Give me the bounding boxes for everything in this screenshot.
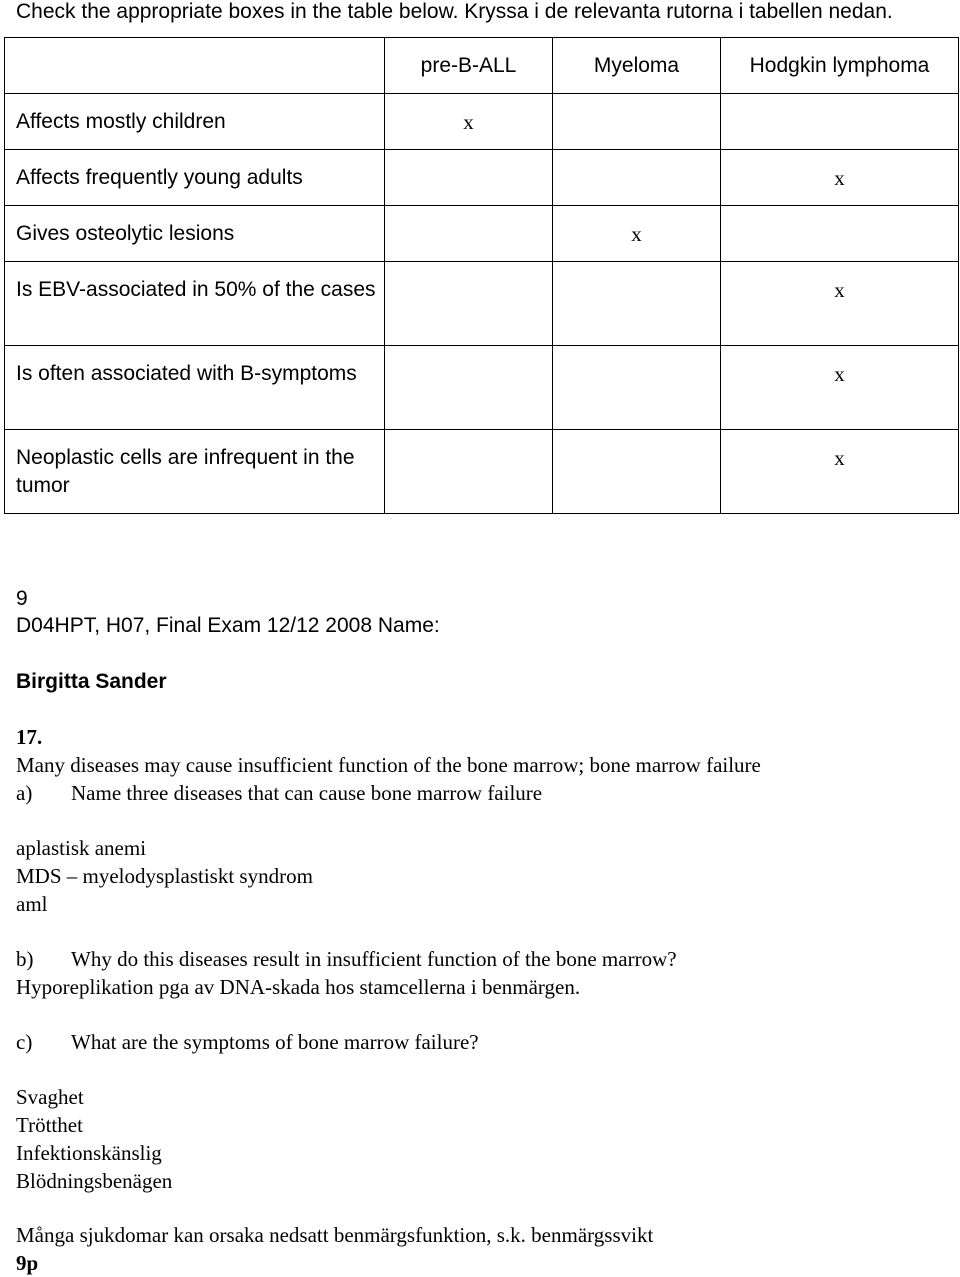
checkbox-cell[interactable] <box>553 150 721 206</box>
column-header: pre-B-ALL <box>385 38 553 94</box>
checkbox-cell[interactable]: x <box>553 206 721 262</box>
checkbox-cell[interactable] <box>385 346 553 430</box>
subquestion-tag: c) <box>16 1030 33 1054</box>
subquestion-tag: a) <box>16 781 33 805</box>
checkbox-cell[interactable] <box>553 94 721 150</box>
column-header: Hodgkin lymphoma <box>721 38 959 94</box>
checkbox-cell[interactable] <box>553 346 721 430</box>
answer-line: Infektionskänslig <box>16 1141 162 1165</box>
table-row <box>5 262 959 346</box>
question-number: 17. <box>16 725 43 749</box>
answer-line: Svaghet <box>16 1085 84 1109</box>
answer-line: aplastisk anemi <box>16 836 147 860</box>
checkbox-cell[interactable] <box>553 430 721 514</box>
checkbox-cell[interactable] <box>721 206 959 262</box>
table-header-row <box>5 38 959 94</box>
checkbox-cell[interactable] <box>385 262 553 346</box>
answer-line: aml <box>16 892 48 916</box>
checkbox-cell[interactable]: x <box>385 94 553 150</box>
answer-line: Hyporeplikation pga av DNA-skada hos stamcellerna i benmärgen. <box>16 975 581 999</box>
checkbox-cell[interactable] <box>385 430 553 514</box>
column-header: Myeloma <box>553 38 721 94</box>
checkbox-cell[interactable]: x <box>721 346 959 430</box>
row-label: Affects mostly children <box>5 94 385 150</box>
subquestion-text: Why do this diseases result in insufficient function of the bone marrow? <box>71 947 677 971</box>
table-row <box>5 94 959 150</box>
checkbox-cell[interactable]: x <box>721 430 959 514</box>
table-corner-cell <box>5 38 385 94</box>
subquestion-text: What are the symptoms of bone marrow failure? <box>71 1030 479 1054</box>
row-label: Neoplastic cells are infrequent in the tumor <box>5 430 385 514</box>
subquestion-tag: b) <box>16 947 34 971</box>
checkbox-cell[interactable]: x <box>721 262 959 346</box>
subquestion-b <box>16 945 677 973</box>
points-label: 9p <box>16 1251 39 1275</box>
table-row <box>5 430 959 514</box>
row-label: Gives osteolytic lesions <box>5 206 385 262</box>
checkbox-cell[interactable]: x <box>721 150 959 206</box>
table-row <box>5 206 959 262</box>
summary-line: Många sjukdomar kan orsaka nedsatt benmärgsfunktion, s.k. benmärgssvikt <box>16 1223 654 1247</box>
diagnosis-table <box>4 37 959 514</box>
answer-line: Blödningsbenägen <box>16 1169 173 1193</box>
subquestion-text: Name three diseases that can cause bone marrow failure <box>71 781 543 805</box>
table-row <box>5 150 959 206</box>
exam-header: D04HPT, H07, Final Exam 12/12 2008 Name: <box>16 614 440 637</box>
answer-line: Trötthet <box>16 1113 83 1137</box>
page-number: 9 <box>16 587 28 610</box>
row-label: Is often associated with B-symptoms <box>5 346 385 430</box>
answer-line: MDS – myelodysplastiskt syndrom <box>16 864 313 888</box>
subquestion-a <box>16 779 542 807</box>
checkbox-cell[interactable] <box>385 206 553 262</box>
subquestion-c <box>16 1028 479 1056</box>
row-label: Affects frequently young adults <box>5 150 385 206</box>
checkbox-cell[interactable] <box>385 150 553 206</box>
row-label: Is EBV-associated in 50% of the cases <box>5 262 385 346</box>
author-name: Birgitta Sander <box>16 670 167 693</box>
checkbox-cell[interactable] <box>553 262 721 346</box>
checkbox-cell[interactable] <box>721 94 959 150</box>
table-row <box>5 346 959 430</box>
question-intro: Many diseases may cause insufficient function of the bone marrow; bone marrow failure <box>16 753 761 777</box>
instructions: Check the appropriate boxes in the table below. Kryssa i de relevanta rutorna i tabellen nedan. <box>16 0 893 23</box>
